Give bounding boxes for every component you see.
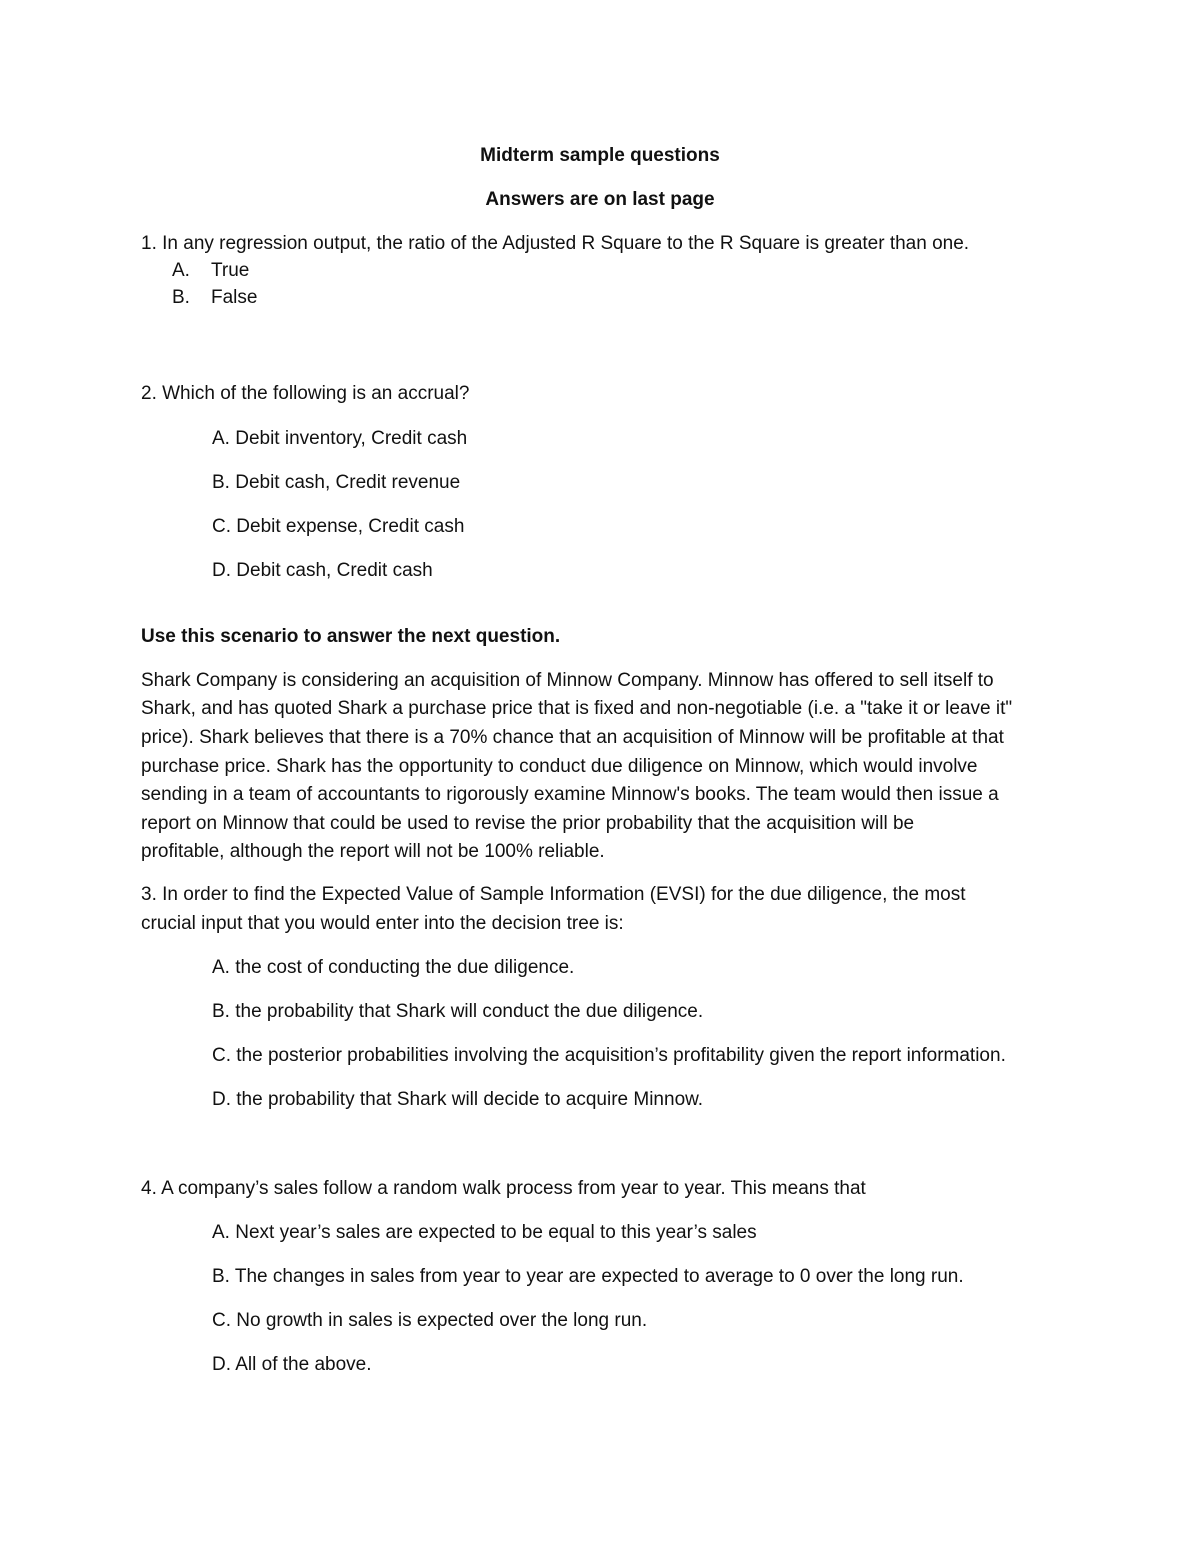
document-title: Midterm sample questions: [480, 145, 720, 166]
document-subtitle: Answers are on last page: [485, 189, 715, 210]
question-3-option-c: C. the posterior probabilities involving the acquisition’s profitability given the report information.: [212, 1045, 1006, 1066]
question-2-option-a: A. Debit inventory, Credit cash: [212, 428, 468, 449]
scenario-line: profitable, although the report will not be 100% reliable.: [141, 841, 605, 862]
question-2-option-c: C. Debit expense, Credit cash: [212, 516, 465, 537]
question-4-option-d: D. All of the above.: [212, 1354, 372, 1375]
question-3-stem-line: crucial input that you would enter into the decision tree is:: [141, 913, 624, 934]
scenario-line: sending in a team of accountants to rigorously examine Minnow's books. The team would then issue a: [141, 784, 999, 805]
scenario-line: report on Minnow that could be used to revise the prior probability that the acquisition will be: [141, 813, 915, 834]
scenario-line: price). Shark believes that there is a 70% chance that an acquisition of Minnow will be profitable at that: [141, 727, 1004, 748]
question-4-option-a: A. Next year’s sales are expected to be equal to this year’s sales: [212, 1222, 757, 1243]
question-2-stem: 2. Which of the following is an accrual?: [141, 383, 470, 404]
scenario-line: Shark Company is considering an acquisition of Minnow Company. Minnow has offered to sell itself to: [141, 670, 994, 691]
question-4-option-b: B. The changes in sales from year to year are expected to average to 0 over the long run.: [212, 1266, 964, 1287]
scenario-line: Shark, and has quoted Shark a purchase price that is fixed and non-negotiable (i.e. a "take it or leave it": [141, 698, 1013, 719]
question-3-option-a: A. the cost of conducting the due diligence.: [212, 957, 575, 978]
question-3-stem-line: 3. In order to find the Expected Value of Sample Information (EVSI) for the due diligence, the most: [141, 884, 966, 905]
scenario-line: purchase price. Shark has the opportunity to conduct due diligence on Minnow, which would involve: [141, 756, 978, 777]
option-letter: A.: [172, 260, 190, 281]
question-2-option-d: D. Debit cash, Credit cash: [212, 560, 433, 581]
question-1-stem: 1. In any regression output, the ratio of the Adjusted R Square to the R Square is greater than one.: [141, 233, 970, 254]
question-4-stem: 4. A company’s sales follow a random walk process from year to year. This means that: [141, 1178, 866, 1199]
option-letter: B.: [172, 287, 190, 308]
question-3-option-d: D. the probability that Shark will decide to acquire Minnow.: [212, 1089, 704, 1110]
question-3-option-b: B. the probability that Shark will conduct the due diligence.: [212, 1001, 704, 1022]
scenario-heading: Use this scenario to answer the next question.: [141, 626, 561, 647]
question-2-option-b: B. Debit cash, Credit revenue: [212, 472, 461, 493]
option-text: True: [211, 260, 250, 281]
option-text: False: [211, 287, 258, 308]
question-4-option-c: C. No growth in sales is expected over the long run.: [212, 1310, 648, 1331]
